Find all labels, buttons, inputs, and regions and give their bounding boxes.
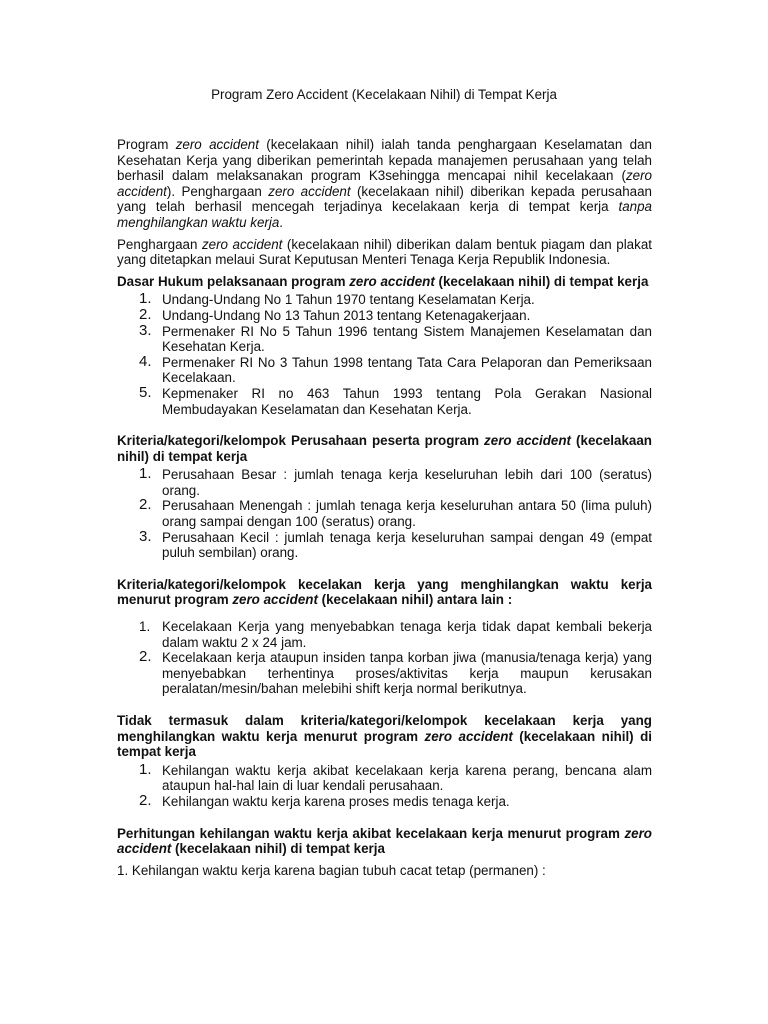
section-5-heading xyxy=(117,826,652,857)
list-item xyxy=(117,305,652,324)
section-1-heading xyxy=(117,274,652,290)
list-number: 1. xyxy=(139,760,152,778)
emphasis-zero-accident: zero accident xyxy=(484,433,571,449)
list-item xyxy=(117,760,652,794)
list-item-text: Permenaker RI No 3 Tahun 1998 tentang Tata Cara Pelaporan dan Pemeriksaan Kecelakaan. xyxy=(162,354,652,386)
text-run: Program xyxy=(117,137,176,152)
list-item-text: Permenaker RI No 5 Tahun 1996 tentang Sistem Manajemen Keselamatan dan Kesehatan Kerja. xyxy=(162,323,652,355)
heading-run: Kriteria/kategori/kelompok kecelakan kerja yang menghilangkan waktu kerja menurut program xyxy=(117,576,652,608)
intro-paragraph-1 xyxy=(117,137,652,231)
section-3-list xyxy=(117,619,652,697)
list-item-text: Perusahaan Menengah : jumlah tenaga kerja keseluruhan antara 50 (lima puluh) orang sampai dengan 100 (seratus) orang. xyxy=(162,498,652,530)
heading-run: (kecelakaan nihil) di tempat kerja xyxy=(434,273,649,289)
list-number: 1. xyxy=(139,465,152,483)
section-4-heading xyxy=(117,713,652,760)
list-number: 3. xyxy=(139,527,152,545)
section-2-heading xyxy=(117,433,652,464)
heading-run: (kecelakaan nihil) antara lain : xyxy=(317,592,513,608)
spacer xyxy=(117,608,652,616)
list-item-text: Undang-Undang No 13 Tahun 2013 tentang Ketenagakerjaan. xyxy=(162,307,531,323)
spacer xyxy=(117,810,652,826)
list-number: 2. xyxy=(139,648,152,666)
heading-run: Dasar Hukum pelaksanaan program xyxy=(117,273,350,289)
list-item-text: Undang-Undang No 1 Tahun 1970 tentang Keselamatan Kerja. xyxy=(162,292,535,308)
text-run: (kecelakaan nihil) diberikan kepada perusahaan yang telah berhasil mencegah terjadinya kecelakaan kerja di tempat kerja xyxy=(117,183,652,215)
list-number: 1. xyxy=(139,290,152,308)
intro-paragraph-2 xyxy=(117,237,652,268)
list-number: 3. xyxy=(139,321,152,339)
list-item xyxy=(117,321,652,355)
list-item-text: Kepmenaker RI no 463 Tahun 1993 tentang Pola Gerakan Nasional Membudayakan Keselamatan dan Kesehatan Kerja. xyxy=(162,385,652,417)
list-item xyxy=(117,292,652,308)
list-item-text: Perusahaan Kecil : jumlah tenaga kerja keseluruhan sampai dengan 49 (empat puluh sembilan) orang. xyxy=(162,529,652,561)
section-3-heading xyxy=(117,577,652,608)
emphasis-phrase: tanpa menghilangkan waktu kerja xyxy=(117,199,652,230)
heading-run: Kriteria/kategori/kelompok Perusahaan peserta program xyxy=(117,433,485,449)
list-number: 2. xyxy=(139,496,152,514)
section-2-list xyxy=(117,467,652,561)
heading-run: (kecelakaan nihil) di tempat kerja xyxy=(117,728,652,760)
section-1-list xyxy=(117,292,652,417)
list-item xyxy=(117,498,652,529)
heading-run: (kecelakaan nihil) di tempat kerja xyxy=(117,433,652,464)
list-item xyxy=(117,527,652,561)
section-4-list xyxy=(117,760,652,810)
text-run: Penghargaan xyxy=(117,236,202,252)
list-item-text: Kehilangan waktu kerja akibat kecelakaan kerja karena perang, bencana alam ataupun hal-hal lain di luar kendali perusahaan. xyxy=(162,762,652,794)
text-run: (kecelakaan nihil) diberikan dalam bentuk piagam dan plakat yang ditetapkan melaui Surat Keputusan Menteri Tenaga Kerja Republik Indonesia. xyxy=(117,236,652,268)
emphasis-zero-accident: zero accident xyxy=(201,236,283,252)
spacer xyxy=(117,561,652,577)
section-5-line-1: 1. Kehilangan waktu kerja karena bagian tubuh cacat tetap (permanen) : xyxy=(117,862,546,878)
emphasis-zero-accident: zero accident xyxy=(349,273,435,289)
emphasis-zero-accident: zero accident xyxy=(268,183,351,199)
text-run: ). Penghargaan xyxy=(166,183,269,199)
emphasis-zero-accident: zero accident xyxy=(117,825,652,857)
list-item xyxy=(117,791,652,810)
list-item-text: Perusahaan Besar : jumlah tenaga kerja keseluruhan lebih dari 100 (seratus) orang. xyxy=(162,467,652,498)
list-item-text: Kecelakaan Kerja yang menyebabkan tenaga kerja tidak dapat kembali bekerja dalam waktu 2 x 24 jam. xyxy=(162,619,652,650)
spacer xyxy=(117,417,652,433)
emphasis-zero-accident: zero accident xyxy=(117,168,652,199)
text-run: . xyxy=(279,214,284,230)
list-number: 2. xyxy=(139,305,152,323)
heading-run: (kecelakaan nihil) di tempat kerja xyxy=(171,841,385,857)
list-item xyxy=(117,619,652,650)
list-number: 2. xyxy=(139,791,152,809)
list-item xyxy=(117,383,652,417)
emphasis-zero-accident: zero accident xyxy=(232,592,318,608)
heading-run: Tidak termasuk dalam kriteria/kategori/kelompok kecelakaan kerja yang menghilangkan waktu kerja menurut program xyxy=(117,713,652,744)
list-number: 4. xyxy=(139,352,152,370)
list-item-text: Kehilangan waktu kerja karena proses medis tenaga kerja. xyxy=(162,793,510,809)
spacer xyxy=(117,697,652,713)
list-item xyxy=(117,467,652,498)
emphasis-zero-accident: zero accident xyxy=(175,137,259,152)
list-number: 1. xyxy=(139,619,151,635)
emphasis-zero-accident: zero accident xyxy=(424,728,513,744)
document-body xyxy=(117,137,652,884)
list-item xyxy=(117,352,652,386)
document-title: Program Zero Accident (Kecelakaan Nihil) di Tempat Kerja xyxy=(211,87,557,102)
list-item xyxy=(117,650,652,697)
text-run: (kecelakaan nihil) ialah tanda penghargaan Keselamatan dan Kesehatan Kerja yang diberikan pemerintah kepada manajemen perusahaan yang telah berhasil dalam melaksanakan program K3sehingga mencapai nihil kecelakaan ( xyxy=(117,137,652,184)
list-item-text: Kecelakaan kerja ataupun insiden tanpa korban jiwa (manusia/tenaga kerja) yang menyebabkan terhentinya proses/aktivitas kerja maupun kerusakan peralatan/mesin/bahan melebihi shift kerja normal berikutnya. xyxy=(162,650,652,697)
heading-run: Perhitungan kehilangan waktu kerja akibat kecelakaan kerja menurut program xyxy=(117,825,625,841)
list-number: 5. xyxy=(139,383,152,401)
